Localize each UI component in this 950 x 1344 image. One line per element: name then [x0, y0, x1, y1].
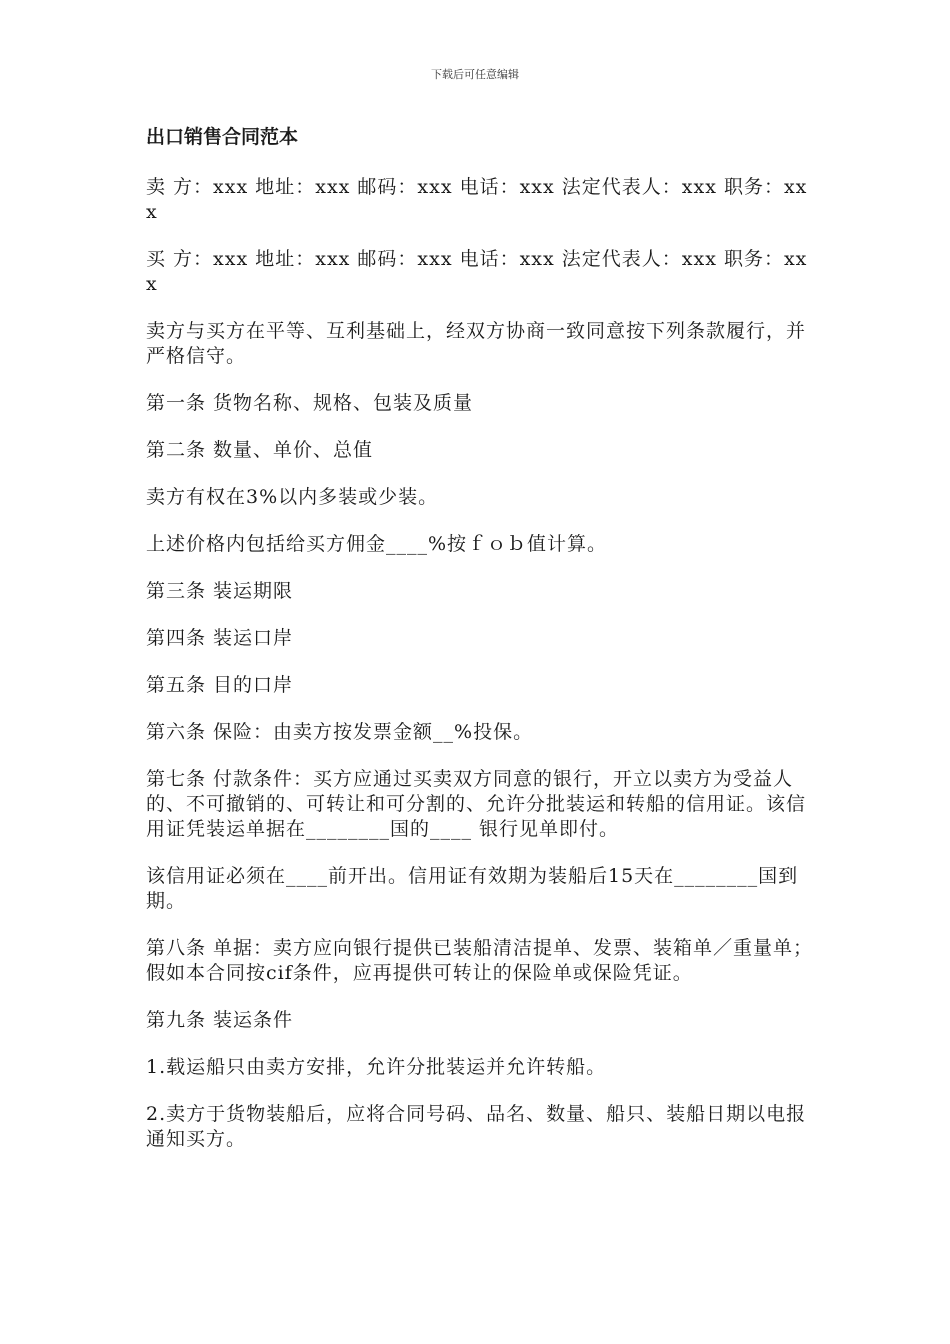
article-7-validity: 该信用证必须在____前开出。信用证有效期为装船后15天在________国到期。: [146, 865, 799, 912]
page-header: 下载后可任意编辑: [431, 68, 519, 81]
article-9-item-1: 1.载运船只由卖方安排，允许分批装运并允许转船。: [146, 1056, 607, 1078]
document-title: 出口销售合同范本: [146, 126, 299, 148]
article-2-commission: 上述价格内包括给买方佣金____%按ｆｏｂ值计算。: [146, 533, 608, 555]
article-5: 第五条 目的口岸: [146, 674, 294, 696]
article-3: 第三条 装运期限: [146, 580, 294, 602]
article-7: 第七条 付款条件：买方应通过买卖双方同意的银行，开立以卖方为受益人的、不可撤销的、可转让和可分割的、允许分批装运和转船的信用证。该信用证凭装运单据在________国的____ 银行见单即付。: [146, 768, 807, 840]
article-2-tolerance: 卖方有权在3%以内多装或少装。: [146, 486, 439, 508]
article-8: 第八条 单据：卖方应向银行提供已装船清洁提单、发票、装箱单／重量单；假如本合同按cif条件，应再提供可转让的保险单或保险凭证。: [146, 937, 814, 984]
article-6: 第六条 保险：由卖方按发票金额__%投保。: [146, 721, 534, 743]
article-2: 第二条 数量、单价、总值: [146, 439, 374, 461]
document-body: [146, 124, 818, 1174]
article-9-item-2: 2.卖方于货物装船后，应将合同号码、品名、数量、船只、装船日期以电报通知买方。: [146, 1103, 807, 1150]
article-1: 第一条 货物名称、规格、包装及质量: [146, 392, 474, 414]
seller-info: 卖 方：xxx 地址：xxx 邮码：xxx 电话：xxx 法定代表人：xxx 职务：xxx: [146, 176, 808, 223]
buyer-info: 买 方：xxx 地址：xxx 邮码：xxx 电话：xxx 法定代表人：xxx 职务：xxx: [146, 248, 808, 295]
article-9: 第九条 装运条件: [146, 1009, 294, 1031]
article-4: 第四条 装运口岸: [146, 627, 294, 649]
preamble: 卖方与买方在平等、互利基础上，经双方协商一致同意按下列条款履行，并严格信守。: [146, 320, 807, 367]
